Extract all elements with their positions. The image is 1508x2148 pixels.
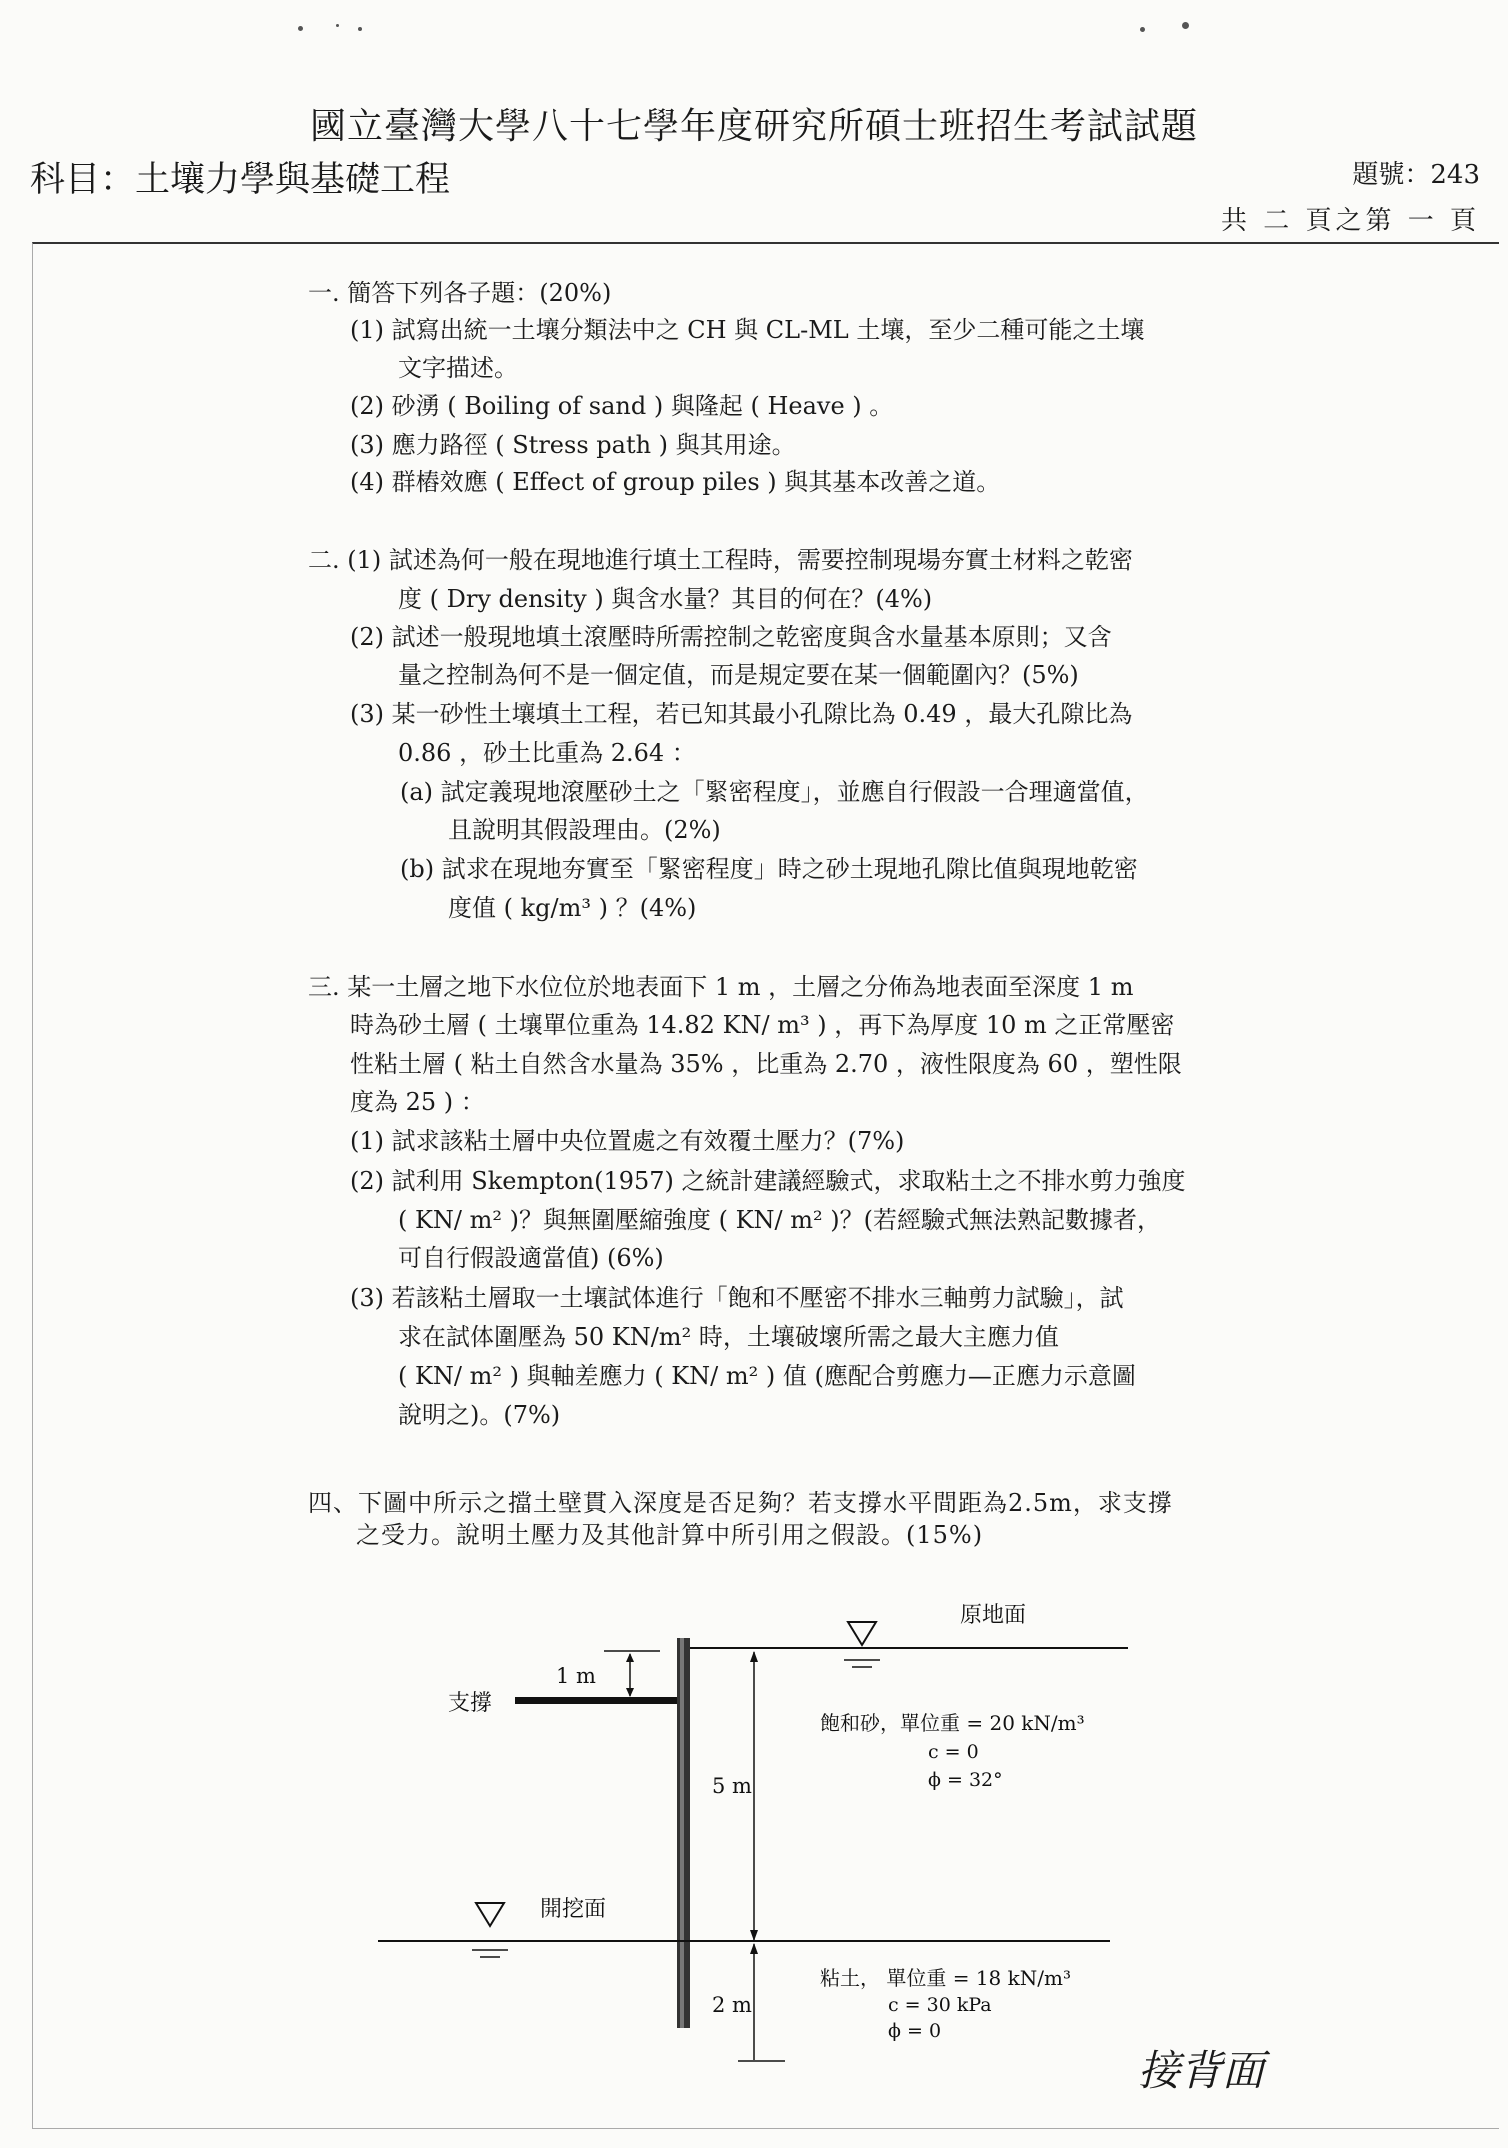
q2-line: (3) 某一砂性土壤填土工程，若已知其最小孔隙比為 0.49 ，最大孔隙比為 bbox=[350, 700, 1133, 728]
dim-5m-label: 5 m bbox=[712, 1774, 752, 1798]
strut-bar bbox=[515, 1697, 677, 1704]
q3-line: (3) 若該粘土層取一土壤試体進行「飽和不壓密不排水三軸剪力試驗」，試 bbox=[350, 1284, 1124, 1312]
clay-friction-angle: ϕ = 0 bbox=[888, 2020, 942, 2042]
exam-title: 國立臺灣大學八十七學年度研究所碩士班招生考試試題 bbox=[309, 106, 1198, 147]
q4-line: 之受力。說明土壓力及其他計算中所引用之假設。(15%) bbox=[356, 1521, 984, 1549]
q3-line: 時為砂土層 ( 土壤單位重為 14.82 KN/ m³ ) ，再下為厚度 10 m 之正常壓密 bbox=[350, 1011, 1175, 1039]
dim-1m-arrow bbox=[626, 1688, 634, 1697]
q3-line: 求在試体圍壓為 50 KN/m² 時，土壤破壞所需之最大主應力值 bbox=[398, 1323, 1059, 1351]
excavation-label: 開挖面 bbox=[540, 1897, 607, 1922]
q3-heading: 三. 某一土層之地下水位位於地表面下 1 m ，土層之分佈為地表面至深度 1 m bbox=[308, 973, 1134, 1001]
dim-2m-label: 2 m bbox=[712, 1993, 752, 2017]
q2-line: (b) 試求在現地夯實至「緊密程度」時之砂土現地孔隙比值與現地乾密 bbox=[400, 855, 1138, 883]
q1-line: (2) 砂湧 ( Boiling of sand ) 與隆起 ( Heave ) 。 bbox=[350, 392, 894, 420]
dim-1m-arrow bbox=[626, 1653, 634, 1662]
dim-2m-arrow bbox=[750, 1943, 758, 1954]
sand-properties: 飽和砂，單位重 = 20 kN/m³ bbox=[820, 1711, 1085, 1735]
dim-5m-arrow bbox=[750, 1651, 758, 1662]
q1-line: (1) 試寫出統一土壤分類法中之 CH 與 CL-ML 土壤，至少二種可能之土壤 bbox=[350, 316, 1145, 344]
q3-line: (1) 試求該粘土層中央位置處之有效覆土壓力？(7%) bbox=[350, 1127, 905, 1155]
continue-on-back-note: 接背面 bbox=[1138, 2046, 1265, 2095]
ground-label: 原地面 bbox=[960, 1603, 1027, 1628]
q2-line: (a) 試定義現地滾壓砂土之「緊密程度」，並應自行假設一合理適當值， bbox=[400, 778, 1149, 806]
q1-line: (4) 群樁效應 ( Effect of group piles ) 與其基本改善之道。 bbox=[350, 468, 1001, 496]
q1-line: (3) 應力路徑 ( Stress path ) 與其用途。 bbox=[350, 431, 796, 459]
q3-line: 可自行假設適當值) (6%) bbox=[398, 1244, 664, 1272]
q3-line: ( KN/ m² )？與無圍壓縮強度 ( KN/ m² )？(若經驗式無法熟記數據者， bbox=[398, 1206, 1162, 1234]
q2-line: 且說明其假設理由。(2%) bbox=[448, 816, 721, 844]
q2-line: (2) 試述一般現地填土滾壓時所需控制之乾密度與含水量基本原則；又含 bbox=[350, 623, 1112, 651]
subject-title: 科目：土壤力學與基礎工程 bbox=[30, 160, 451, 200]
q2-line: 0.86 ，砂土比重為 2.64 ： bbox=[398, 739, 696, 767]
q4-line: 四、下圖中所示之擋土壁貫入深度是否足夠？若支撐水平間距為2.5m，求支撐 bbox=[308, 1489, 1173, 1517]
water-table-symbol bbox=[848, 1622, 876, 1645]
clay-properties: 粘土， 單位重 = 18 kN/m³ bbox=[820, 1966, 1071, 1990]
sheet-pile-texture bbox=[680, 1638, 684, 2028]
q3-line: ( KN/ m² ) 與軸差應力 ( KN/ m² ) 值 (應配合剪應力—正應力示意圖 bbox=[398, 1362, 1136, 1390]
q1-line: 文字描述。 bbox=[398, 354, 518, 382]
sand-friction-angle: ϕ = 32° bbox=[928, 1769, 1003, 1791]
q2-heading: 二. (1) 試述為何一般在現地進行填土工程時，需要控制現場夯實土材料之乾密 bbox=[308, 546, 1133, 574]
q3-line: (2) 試利用 Skempton(1957) 之統計建議經驗式，求取粘土之不排水剪力強度 bbox=[350, 1167, 1186, 1195]
dim-1m-label: 1 m bbox=[556, 1664, 596, 1688]
excavation-water-symbol bbox=[476, 1903, 504, 1926]
q3-line: 性粘土層 ( 粘土自然含水量為 35% ，比重為 2.70 ，液性限度為 60 ，塑性限 bbox=[350, 1050, 1182, 1078]
q2-line: 度 ( Dry density ) 與含水量？其目的何在？(4%) bbox=[398, 585, 933, 613]
sand-cohesion: c = 0 bbox=[928, 1741, 979, 1763]
q2-line: 量之控制為何不是一個定值，而是規定要在某一個範圍內？(5%) bbox=[398, 661, 1079, 689]
strut-label: 支撐 bbox=[448, 1691, 493, 1716]
page-count: 共 二 頁之第 一 頁 bbox=[1220, 206, 1480, 236]
q2-line: 度值 ( kg/m³ ) ？(4%) bbox=[448, 894, 697, 922]
q1-heading: 一. 簡答下列各子題：(20%) bbox=[308, 279, 612, 307]
dim-5m-arrow bbox=[750, 1930, 758, 1941]
clay-cohesion: c = 30 kPa bbox=[888, 1994, 992, 2016]
q3-line: 說明之)。(7%) bbox=[398, 1401, 561, 1429]
q3-line: 度為 25 ) ： bbox=[350, 1088, 485, 1116]
question-code: 題號：243 bbox=[1352, 160, 1480, 190]
